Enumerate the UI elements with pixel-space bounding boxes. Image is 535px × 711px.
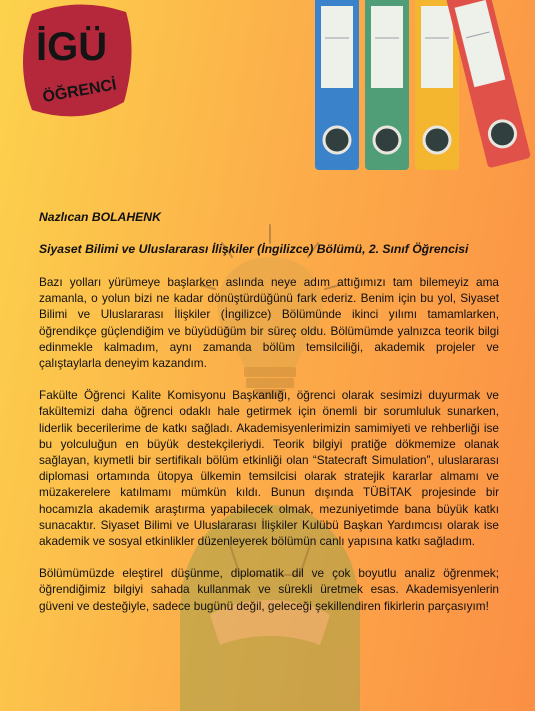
paragraph: Bölümümüzde eleştirel düşünme, diplomatik dil ve çok boyutlu analiz öğrenmek; öğrendiğimiz bilgiyi sahada kullanmak ve sürekli üretmek esas. Akademisyenlerin güveni ve desteğiyle, sadece bugünü değil, geleceği şekillendiren fikirlerin parçasıyım! [39,566,499,613]
binders-illustration [312,0,535,172]
binder-green [365,0,409,170]
logo-text-ogrenci: ÖĞRENCİ [41,76,118,107]
binder-yellow [415,0,459,170]
article-content [39,210,499,630]
paragraph: Fakülte Öğrenci Kalite Komisyonu Başkanlığı, öğrenci olarak sesimizi duyurmak ve fakültemizi daha öğrenci odaklı hale getirmek için önemli bir sorumluluk sunarken, liderlik becerilerime de katkı sağladı. Akademisyenlerimizin samimiyeti ve rehberliği ise bu yolculuğun en büyük destekçileriydi. Teorik bilgiyi pratiğe dökmemize olanak sağlayan, kıymetli bir sertifikalı bölüm etkinliği olan “Statecraft Simulation”, uluslararası diplomasi ortamında ütopya ülkemin temsilcisi olarak stratejik kararlar almamı ve müzakerelere katılmamı mümkün kıldı. Bunun dışında TÜBİTAK projesinde bir hocamızla akademik araştırma yapabilecek olmak, mezuniyetimde bana büyük katkı sunacaktır. Siyaset Bilimi ve Uluslararası İlişkiler Kulübü Başkan Yardımcısı olarak ise akademik ve sosyal etkinlikler düzenleyerek bölümün canlı yapısına katkı sağladım. [39,388,499,549]
department-subtitle: Siyaset Bilimi ve Uluslararası İlişkiler (İngilizce) Bölümü, 2. Sınıf Öğrencisi [39,242,469,256]
author-name: Nazlıcan BOLAHENK [39,210,161,224]
logo-text-igu: İGÜ [36,25,108,69]
binder-blue [315,0,359,170]
igu-ogrenci-logo [18,2,136,120]
paragraph: Bazı yolları yürümeye başlarken aslında neye adım attığımızı tam bilemeyiz ama zamanla, o yolun bizi ne kadar dönüştürdüğünü fark ederiz. Benim için bu yol, Siyaset Bilimi ve Uluslararası İlişkiler (İngilizce) Bölümünde ikinci yılımı tamamlarken, öğrendikçe güçlendiğim ve büyüdüğüm bir süreç oldu. Bölümümde yalnızca teorik bilgi edinmekle kalmadım, aynı zamanda bölüm temsilciliği, akademik projeler ve çalıştaylarla deneyim kazandım. [39,275,499,371]
